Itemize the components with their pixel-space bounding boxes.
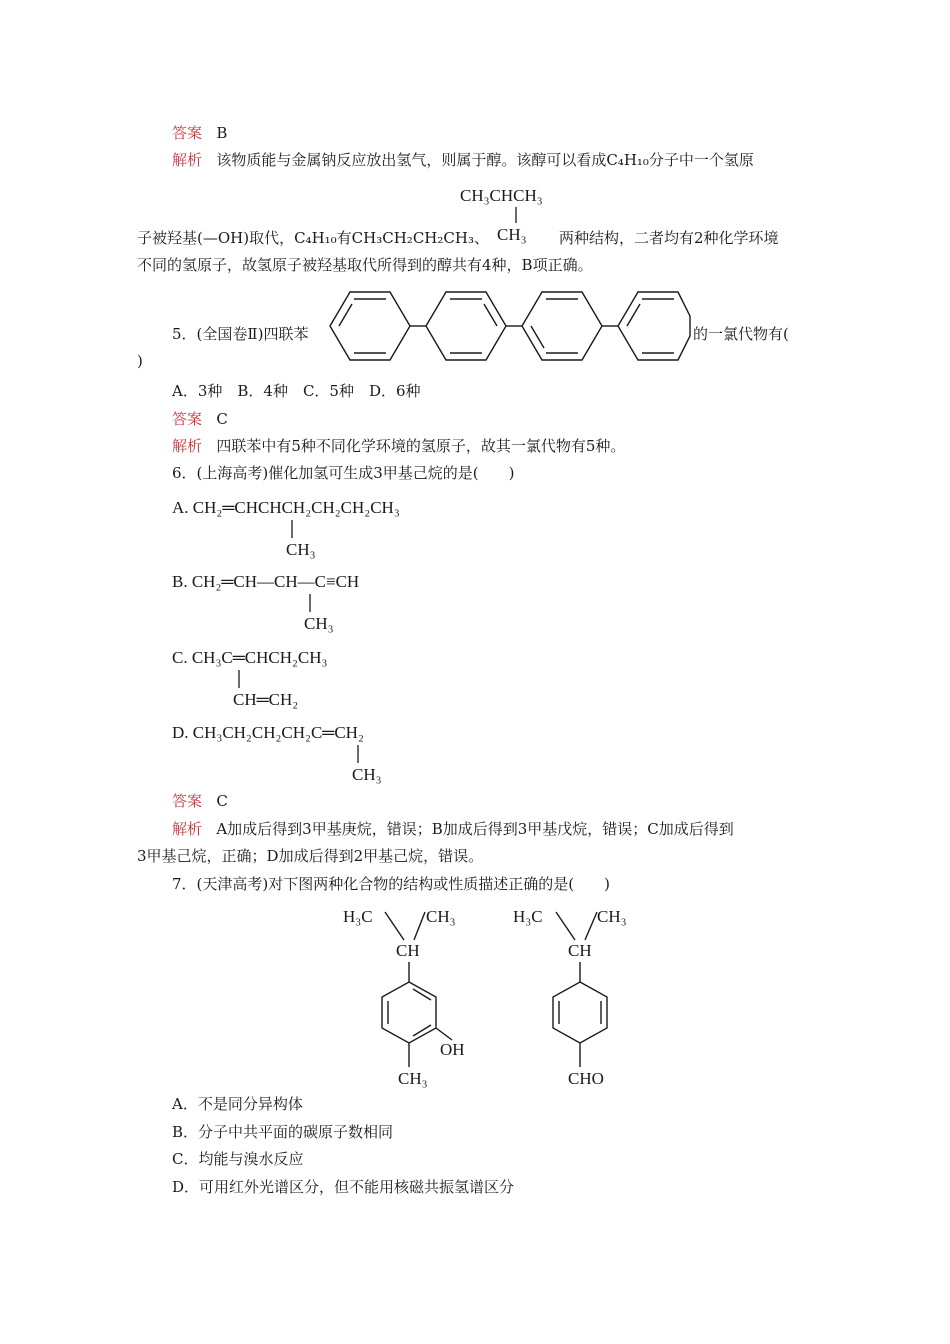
- q6-option-a: A. CH₂═CHCHCH₂CH₂CH₂CH₃: [172, 498, 400, 517]
- q7-option-c: C．均能与溴水反应: [172, 1150, 304, 1168]
- isobutane-main: CH₃CHCH₃: [460, 186, 543, 205]
- q6-option-d-branch: CH₃: [352, 765, 382, 784]
- q4-analysis-line2a: 子被羟基(—OH)取代，C₄H₁₀有CH₃CH₂CH₂CH₃、: [137, 229, 489, 247]
- mol2-h3c: H₃C: [513, 907, 543, 926]
- analysis-text: 该物质能与金属钠反应放出氢气，则属于醇。该醇可以看成C₄H₁₀分子中一个氢原: [216, 151, 754, 169]
- q5-options: A．3种 B．4种 C．5种 D．6种: [172, 382, 421, 400]
- q4-analysis-line3: 不同的氢原子，故氢原子被羟基取代所得到的醇共有4种，B项正确。: [137, 256, 593, 274]
- analysis-label: 解析: [172, 437, 203, 455]
- q6-option-d: D. CH₃CH₂CH₂CH₂C═CH₂: [172, 723, 364, 742]
- answer-label: 答案: [172, 792, 203, 810]
- answer-label: 答案: [172, 124, 203, 142]
- analysis-text: A加成后得到3甲基庚烷，错误；B加成后得到3甲基戊烷，错误；C加成后得到: [216, 820, 734, 838]
- mol2-cho: CHO: [568, 1069, 604, 1088]
- q6-stem: 6．(上海高考)催化加氢可生成3甲基己烷的是( ): [172, 464, 515, 482]
- q4-analysis-line2b: 两种结构，二者均有2种化学环境: [559, 229, 779, 247]
- mol1-oh: OH: [440, 1040, 465, 1059]
- analysis-label: 解析: [172, 820, 203, 838]
- q5-stem-c: ): [137, 352, 143, 370]
- q6-option-c-branch: CH═CH₂: [233, 690, 299, 709]
- mol2-ch: CH: [568, 941, 592, 960]
- mol2-ch3-top: CH₃: [597, 907, 627, 926]
- answer-value: B: [216, 124, 228, 142]
- mol1-ch3-top: CH₃: [426, 907, 456, 926]
- q6-option-b: B. CH₂═CH—CH—C≡CH: [172, 572, 360, 591]
- q5-stem-a: 5．(全国卷Ⅱ)四联苯: [172, 325, 309, 343]
- q7-option-d: D．可用红外光谱区分，但不能用核磁共振氢谱区分: [172, 1178, 515, 1196]
- mol1-ch3-bottom: CH₃: [398, 1069, 428, 1088]
- answer-value: C: [216, 410, 228, 428]
- isobutane-branch: CH₃: [497, 225, 527, 244]
- q6-option-a-branch: CH₃: [286, 540, 316, 559]
- answer-value: C: [216, 792, 228, 810]
- q6-option-c: C. CH₃C═CHCH₂CH₃: [172, 648, 328, 667]
- q5-stem-b: 的一氯代物有(: [693, 325, 789, 343]
- q7-stem: 7．(天津高考)对下图两种化合物的结构或性质描述正确的是( ): [172, 875, 610, 893]
- mol1-h3c: H₃C: [343, 907, 373, 926]
- mol1-ch: CH: [396, 941, 420, 960]
- q7-option-a: A．不是同分异构体: [172, 1095, 303, 1113]
- analysis-label: 解析: [172, 151, 203, 169]
- analysis-text: 四联苯中有5种不同化学环境的氢原子，故其一氯代物有5种。: [216, 437, 626, 455]
- q6-option-b-branch: CH₃: [304, 614, 334, 633]
- q6-analysis-line2: 3甲基己烷，正确；D加成后得到2甲基己烷，错误。: [137, 847, 484, 865]
- answer-label: 答案: [172, 410, 203, 428]
- q7-option-b: B．分子中共平面的碳原子数相同: [172, 1123, 394, 1141]
